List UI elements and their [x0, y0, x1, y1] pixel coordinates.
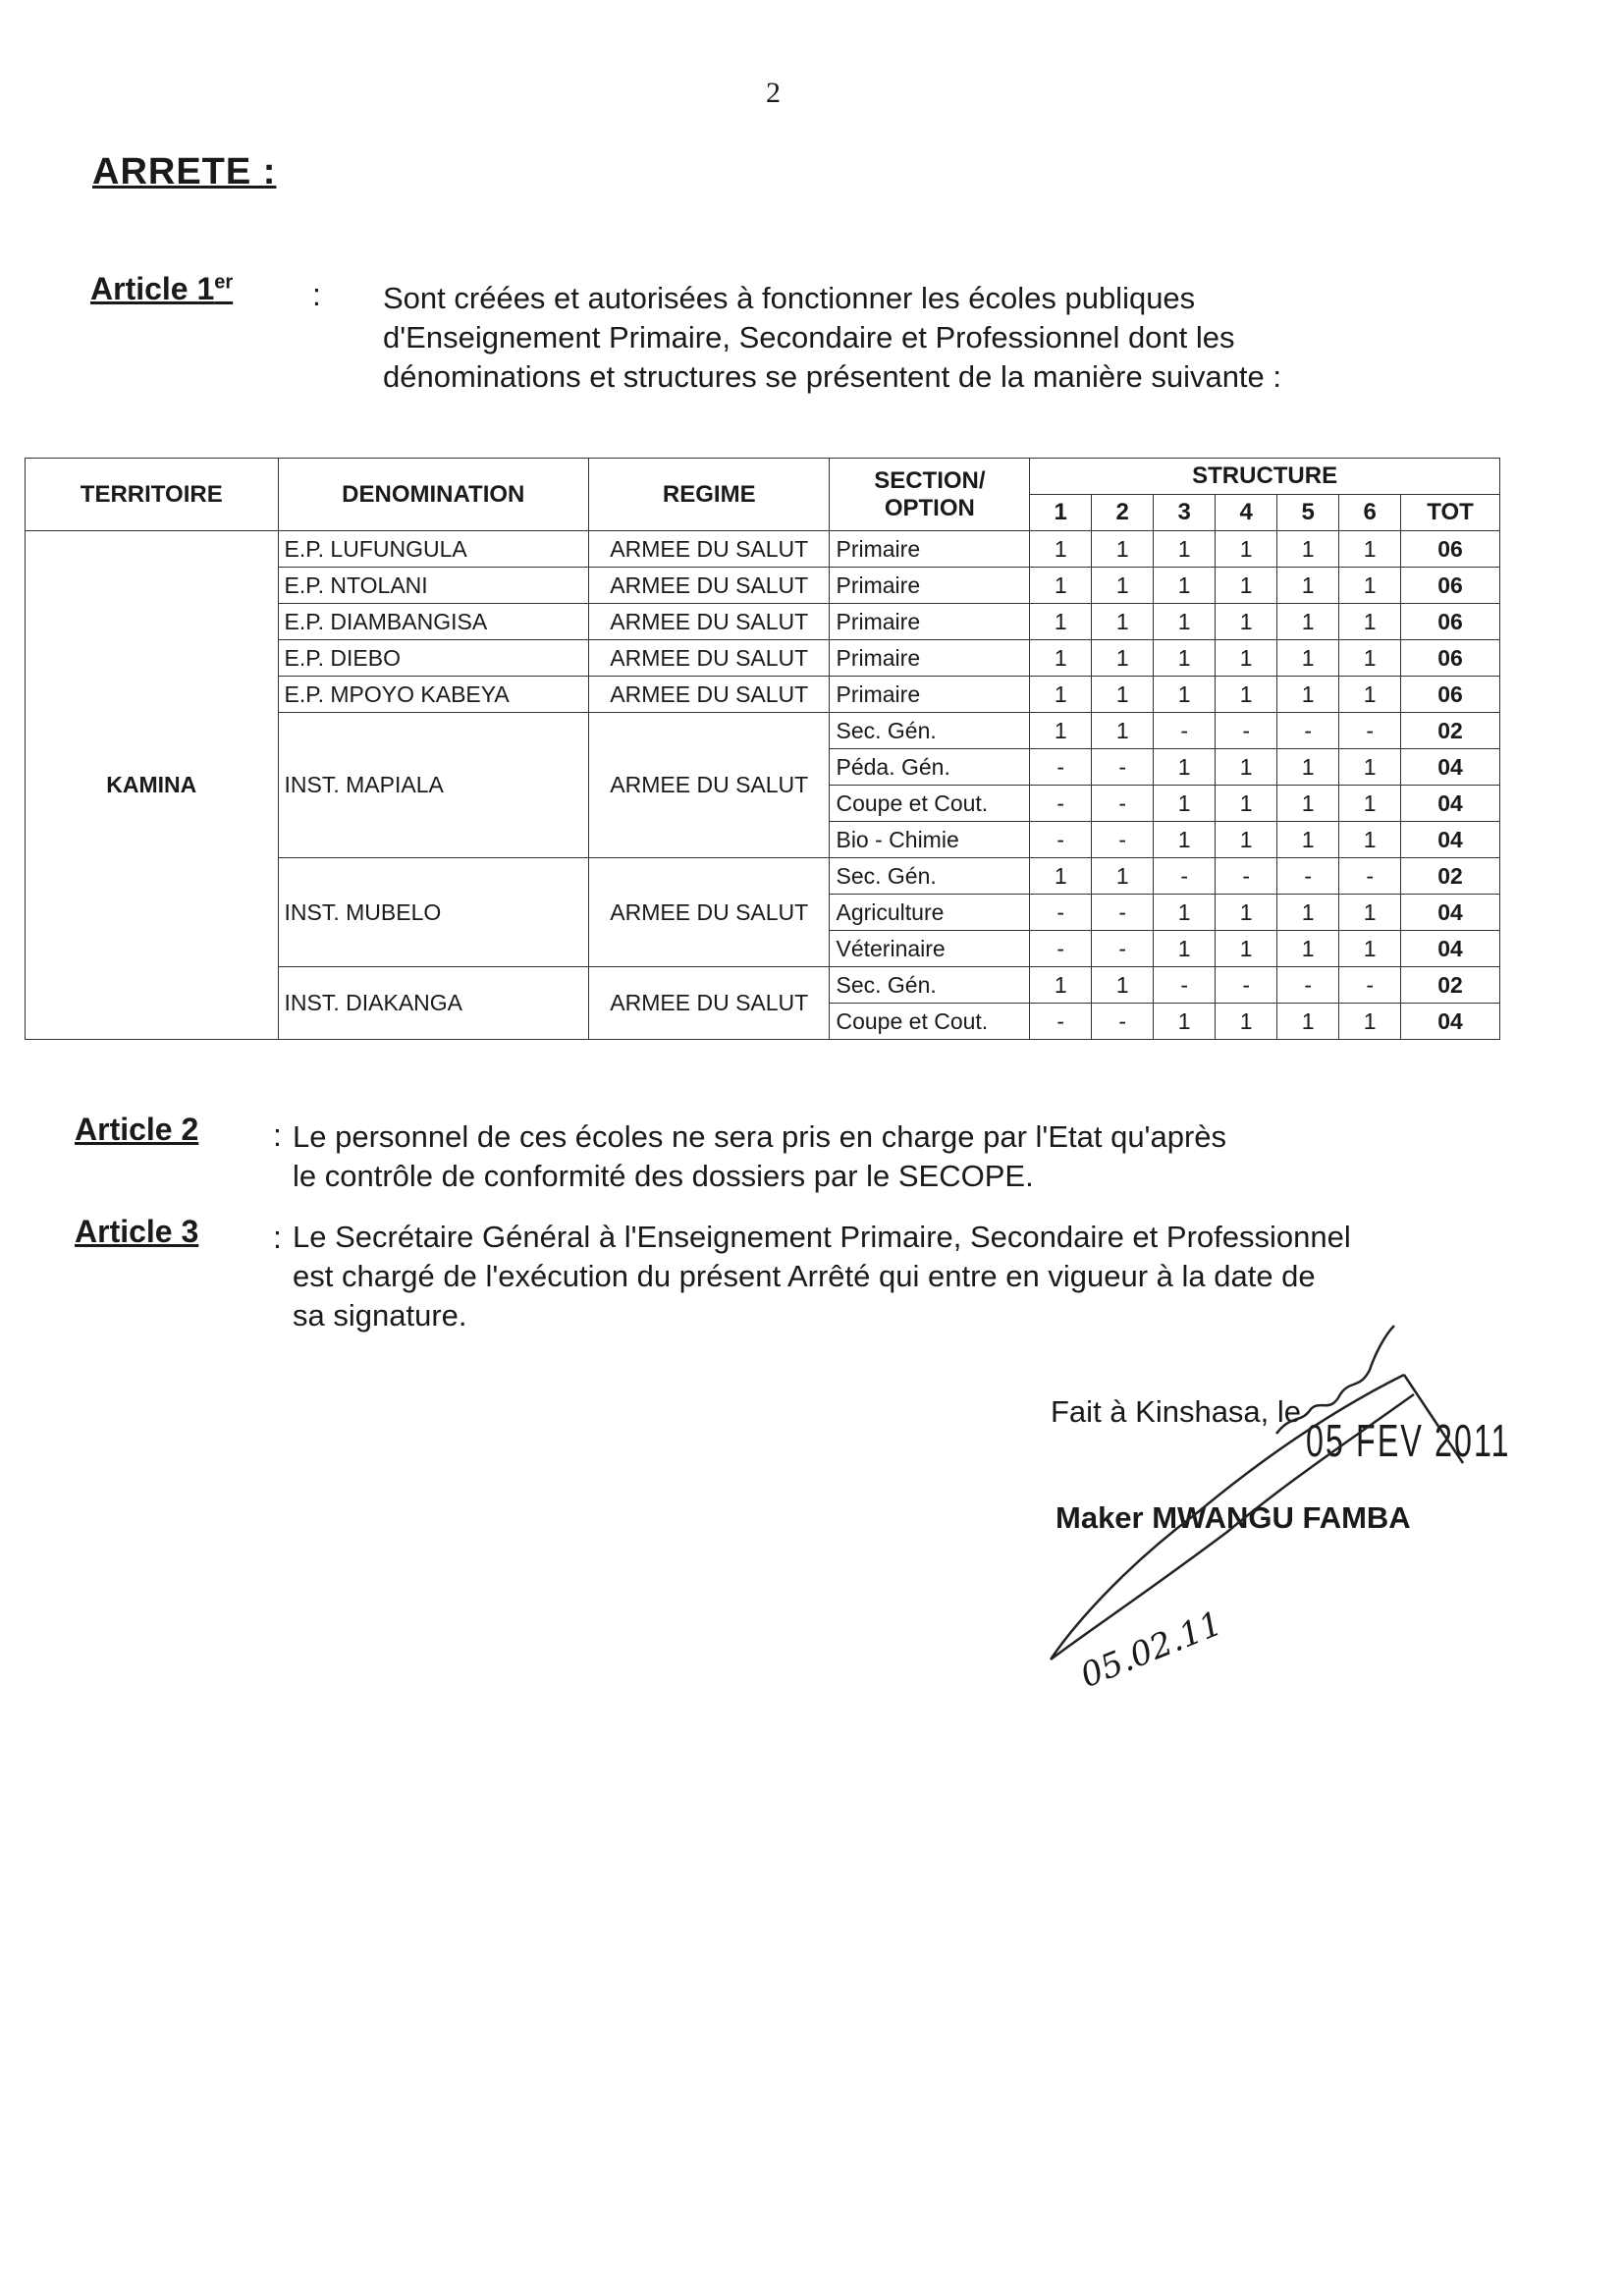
structure-value-cell: 1 — [1092, 713, 1154, 749]
total-cell: 06 — [1401, 604, 1500, 640]
structure-value-cell: 1 — [1277, 531, 1339, 568]
structure-value-cell: - — [1339, 967, 1401, 1004]
header-col-4: 4 — [1216, 495, 1277, 531]
structure-value-cell: 1 — [1339, 749, 1401, 786]
structure-value-cell: 1 — [1277, 604, 1339, 640]
header-regime: REGIME — [589, 459, 830, 531]
structure-value-cell: - — [1030, 895, 1092, 931]
section-cell: Primaire — [830, 568, 1030, 604]
total-cell: 04 — [1401, 931, 1500, 967]
decree-heading: ARRETE : — [92, 151, 277, 192]
structure-value-cell: 1 — [1277, 895, 1339, 931]
structure-value-cell: - — [1030, 931, 1092, 967]
article-3-label: Article 3 — [75, 1214, 199, 1249]
total-cell: 06 — [1401, 677, 1500, 713]
section-cell: Primaire — [830, 677, 1030, 713]
structure-value-cell: - — [1216, 713, 1277, 749]
structure-value-cell: 1 — [1154, 568, 1216, 604]
structure-value-cell: 1 — [1092, 604, 1154, 640]
structure-value-cell: 1 — [1092, 640, 1154, 677]
school-regime-cell: ARMEE DU SALUT — [589, 967, 830, 1040]
structure-value-cell: 1 — [1277, 822, 1339, 858]
structure-value-cell: 1 — [1030, 604, 1092, 640]
structure-value-cell: 1 — [1339, 531, 1401, 568]
article-1-line: d'Enseignement Primaire, Secondaire et Professionnel dont les — [383, 320, 1235, 354]
structure-value-cell: - — [1030, 1004, 1092, 1040]
structure-value-cell: 1 — [1339, 895, 1401, 931]
structure-value-cell: 1 — [1154, 749, 1216, 786]
structure-value-cell: - — [1339, 858, 1401, 895]
table-row — [26, 531, 1500, 568]
header-col-6: 6 — [1339, 495, 1401, 531]
article-1-text — [383, 279, 1281, 397]
school-name-cell: INST. MAPIALA — [278, 713, 589, 858]
article-2-line: le contrôle de conformité des dossiers par le SECOPE. — [293, 1159, 1034, 1193]
section-cell: Primaire — [830, 531, 1030, 568]
structure-value-cell: - — [1277, 967, 1339, 1004]
structure-value-cell: 1 — [1339, 640, 1401, 677]
structure-value-cell: 1 — [1092, 858, 1154, 895]
header-col-5: 5 — [1277, 495, 1339, 531]
structure-value-cell: - — [1154, 967, 1216, 1004]
section-cell: Sec. Gén. — [830, 713, 1030, 749]
place-date-line: Fait à Kinshasa, le — [1051, 1394, 1302, 1429]
territory-cell: KAMINA — [26, 531, 279, 1040]
structure-value-cell: 1 — [1092, 967, 1154, 1004]
section-cell: Primaire — [830, 640, 1030, 677]
handwritten-date: 05.02.11 — [1075, 1604, 1228, 1697]
structure-value-cell: 1 — [1277, 1004, 1339, 1040]
structure-value-cell: 1 — [1154, 531, 1216, 568]
structure-value-cell: - — [1092, 749, 1154, 786]
structure-value-cell: 1 — [1216, 640, 1277, 677]
structure-value-cell: 1 — [1154, 1004, 1216, 1040]
structure-value-cell: - — [1339, 713, 1401, 749]
structure-value-cell: - — [1092, 822, 1154, 858]
header-territoire: TERRITOIRE — [26, 459, 279, 531]
total-cell: 02 — [1401, 967, 1500, 1004]
structure-value-cell: 1 — [1339, 822, 1401, 858]
school-name-cell: E.P. DIEBO — [278, 640, 589, 677]
structure-value-cell: 1 — [1092, 568, 1154, 604]
school-name-cell: E.P. NTOLANI — [278, 568, 589, 604]
structure-value-cell: 1 — [1277, 749, 1339, 786]
structure-value-cell: - — [1216, 967, 1277, 1004]
article-3-colon: : — [273, 1220, 282, 1255]
section-cell: Sec. Gén. — [830, 858, 1030, 895]
structure-value-cell: 1 — [1030, 640, 1092, 677]
school-name-cell: E.P. DIAMBANGISA — [278, 604, 589, 640]
article-1-line: dénominations et structures se présentent de la manière suivante : — [383, 359, 1282, 394]
total-cell: 06 — [1401, 640, 1500, 677]
structure-value-cell: 1 — [1277, 568, 1339, 604]
header-section: SECTION/ OPTION — [830, 459, 1030, 531]
school-regime-cell: ARMEE DU SALUT — [589, 604, 830, 640]
structure-value-cell: 1 — [1216, 822, 1277, 858]
article-2-text — [293, 1117, 1226, 1196]
article-1-label-text: Article 1 — [90, 271, 215, 306]
header-col-3: 3 — [1154, 495, 1216, 531]
structure-value-cell: 1 — [1339, 604, 1401, 640]
school-name-cell: INST. DIAKANGA — [278, 967, 589, 1040]
total-cell: 04 — [1401, 786, 1500, 822]
article-1-line: Sont créées et autorisées à fonctionner les écoles publiques — [383, 281, 1196, 315]
structure-value-cell: 1 — [1216, 749, 1277, 786]
total-cell: 02 — [1401, 858, 1500, 895]
structure-value-cell: 1 — [1030, 713, 1092, 749]
structure-value-cell: 1 — [1030, 677, 1092, 713]
total-cell: 04 — [1401, 895, 1500, 931]
structure-value-cell: 1 — [1092, 677, 1154, 713]
structure-value-cell: 1 — [1154, 822, 1216, 858]
total-cell: 04 — [1401, 749, 1500, 786]
structure-value-cell: 1 — [1277, 786, 1339, 822]
section-cell: Sec. Gén. — [830, 967, 1030, 1004]
school-regime-cell: ARMEE DU SALUT — [589, 531, 830, 568]
structure-value-cell: - — [1277, 858, 1339, 895]
article-2-colon: : — [273, 1117, 282, 1153]
total-cell: 06 — [1401, 531, 1500, 568]
structure-value-cell: 1 — [1154, 677, 1216, 713]
article-2-line: Le personnel de ces écoles ne sera pris en charge par l'Etat qu'après — [293, 1119, 1227, 1154]
signature-stroke — [1051, 1375, 1414, 1659]
header-structure: STRUCTURE — [1030, 459, 1500, 495]
structure-value-cell: 1 — [1339, 931, 1401, 967]
structure-value-cell: 1 — [1339, 677, 1401, 713]
header-col-1: 1 — [1030, 495, 1092, 531]
structure-value-cell: 1 — [1030, 568, 1092, 604]
school-regime-cell: ARMEE DU SALUT — [589, 858, 830, 967]
table-header-row — [26, 459, 1500, 495]
structure-value-cell: - — [1092, 1004, 1154, 1040]
header-col-tot: TOT — [1401, 495, 1500, 531]
school-name-cell: E.P. LUFUNGULA — [278, 531, 589, 568]
structure-value-cell: 1 — [1216, 568, 1277, 604]
school-regime-cell: ARMEE DU SALUT — [589, 713, 830, 858]
page-number: 2 — [766, 77, 781, 109]
structure-value-cell: 1 — [1216, 895, 1277, 931]
signature-scribble — [1031, 1316, 1502, 1728]
structure-value-cell: - — [1154, 713, 1216, 749]
total-cell: 02 — [1401, 713, 1500, 749]
structure-value-cell: 1 — [1154, 895, 1216, 931]
structure-value-cell: - — [1092, 931, 1154, 967]
article-3-line: Le Secrétaire Général à l'Enseignement Primaire, Secondaire et Professionnel — [293, 1220, 1351, 1254]
structure-value-cell: - — [1030, 749, 1092, 786]
structure-value-cell: 1 — [1154, 931, 1216, 967]
section-cell: Coupe et Cout. — [830, 786, 1030, 822]
section-cell: Primaire — [830, 604, 1030, 640]
article-1-colon: : — [312, 277, 321, 312]
structure-value-cell: - — [1030, 786, 1092, 822]
total-cell: 06 — [1401, 568, 1500, 604]
structure-value-cell: 1 — [1216, 931, 1277, 967]
structure-value-cell: 1 — [1154, 640, 1216, 677]
article-1-label — [90, 271, 233, 307]
school-regime-cell: ARMEE DU SALUT — [589, 640, 830, 677]
school-regime-cell: ARMEE DU SALUT — [589, 568, 830, 604]
structure-value-cell: - — [1216, 858, 1277, 895]
structure-value-cell: - — [1154, 858, 1216, 895]
structure-value-cell: 1 — [1030, 531, 1092, 568]
section-cell: Coupe et Cout. — [830, 1004, 1030, 1040]
structure-value-cell: 1 — [1277, 931, 1339, 967]
structure-value-cell: - — [1092, 786, 1154, 822]
structure-value-cell: 1 — [1216, 604, 1277, 640]
section-cell: Bio - Chimie — [830, 822, 1030, 858]
header-col-2: 2 — [1092, 495, 1154, 531]
structure-value-cell: 1 — [1339, 568, 1401, 604]
structure-value-cell: - — [1030, 822, 1092, 858]
article-3-line: est chargé de l'exécution du présent Arrêté qui entre en vigueur à la date de — [293, 1259, 1316, 1293]
article-3-line: sa signature. — [293, 1298, 467, 1333]
structure-value-cell: 1 — [1339, 1004, 1401, 1040]
signature-loop — [1276, 1326, 1394, 1434]
stamp-date: 05 FEV 2011 — [1306, 1415, 1511, 1466]
section-cell: Agriculture — [830, 895, 1030, 931]
structure-value-cell: 1 — [1154, 604, 1216, 640]
structure-value-cell: 1 — [1092, 531, 1154, 568]
structure-value-cell: - — [1092, 895, 1154, 931]
total-cell: 04 — [1401, 1004, 1500, 1040]
structure-value-cell: 1 — [1216, 786, 1277, 822]
structure-value-cell: 1 — [1030, 967, 1092, 1004]
signature-tail — [1404, 1375, 1463, 1463]
section-cell: Véterinaire — [830, 931, 1030, 967]
school-name-cell: INST. MUBELO — [278, 858, 589, 967]
structure-value-cell: 1 — [1030, 858, 1092, 895]
structure-value-cell: 1 — [1154, 786, 1216, 822]
article-2-label: Article 2 — [75, 1112, 199, 1147]
total-cell: 04 — [1401, 822, 1500, 858]
structure-value-cell: 1 — [1216, 1004, 1277, 1040]
signatory-name: Maker MWANGU FAMBA — [1056, 1500, 1411, 1535]
structure-value-cell: 1 — [1277, 640, 1339, 677]
school-name-cell: E.P. MPOYO KABEYA — [278, 677, 589, 713]
school-regime-cell: ARMEE DU SALUT — [589, 677, 830, 713]
structure-value-cell: 1 — [1216, 531, 1277, 568]
article-1-label-sup: er — [214, 271, 234, 294]
section-cell: Péda. Gén. — [830, 749, 1030, 786]
structure-value-cell: 1 — [1339, 786, 1401, 822]
schools-structure-table — [25, 458, 1500, 1040]
header-denomination: DENOMINATION — [278, 459, 589, 531]
table-body — [26, 459, 1500, 1040]
structure-value-cell: 1 — [1216, 677, 1277, 713]
structure-value-cell: - — [1277, 713, 1339, 749]
structure-value-cell: 1 — [1277, 677, 1339, 713]
